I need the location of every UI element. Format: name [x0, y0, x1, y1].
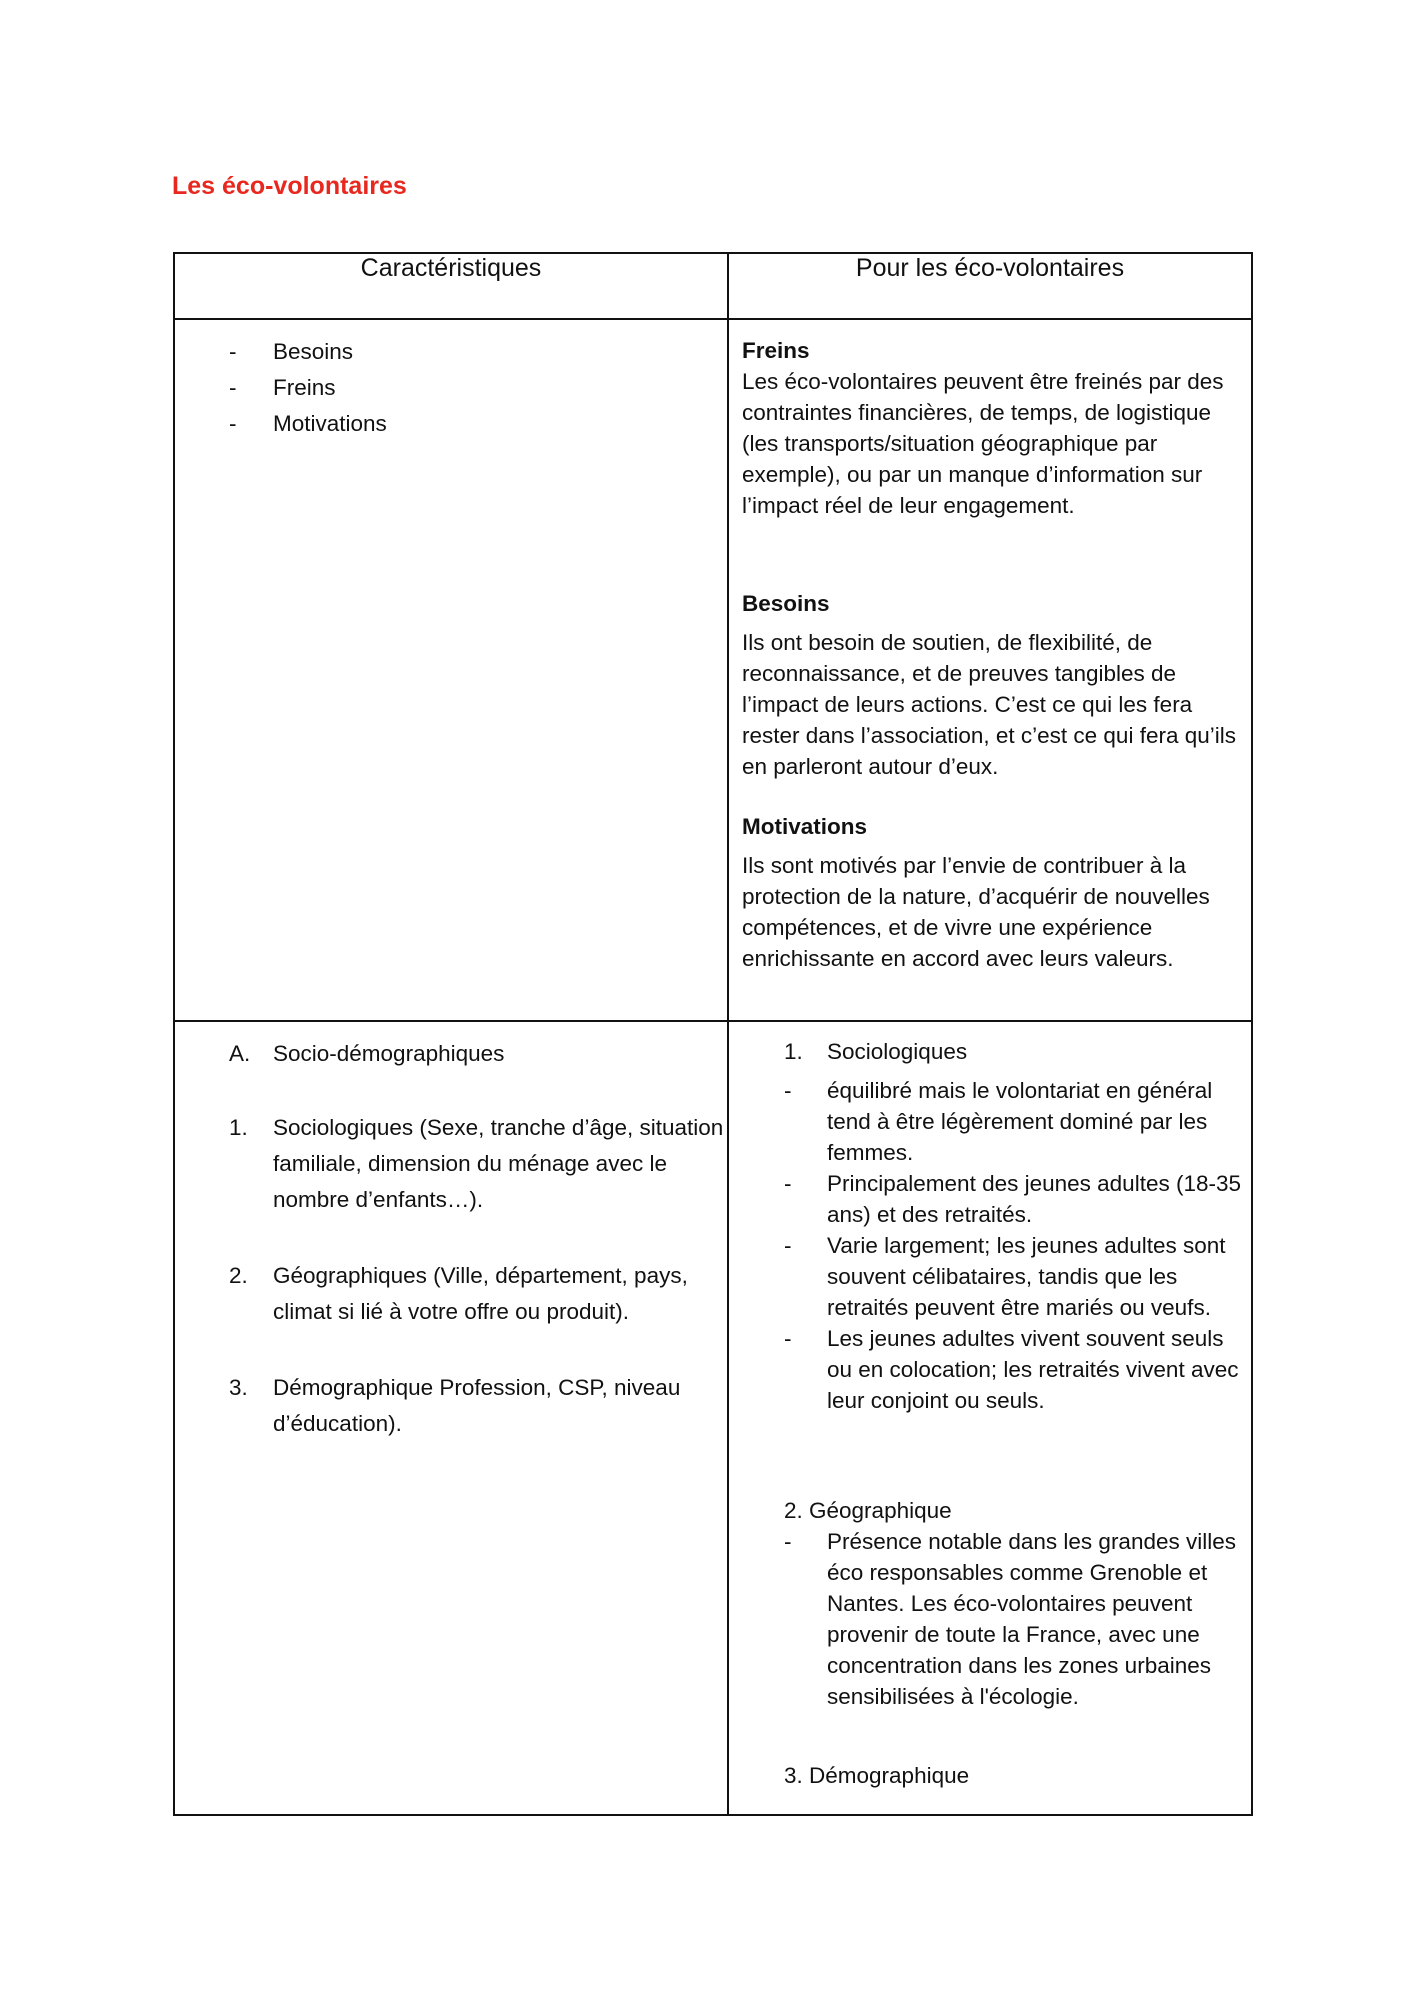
- freins-section: [742, 335, 1243, 521]
- motivations-heading: Motivations: [742, 814, 868, 839]
- geographique-label: 2. Géographique: [784, 1498, 952, 1523]
- header-caracteristiques: Caractéristiques: [174, 253, 728, 319]
- table-header-row: [174, 253, 1252, 319]
- geographique-section: [784, 1495, 1245, 1712]
- list-item: A. Socio-démographiques: [229, 1041, 505, 1066]
- list-item: 2. Géographiques (Ville, département, pays, climat si lié à votre offre ou produit).: [229, 1263, 688, 1324]
- right-cell-needs: [728, 319, 1252, 1021]
- list-item: - équilibré mais le volontariat en général tend à être légèrement dominé par les femmes.: [784, 1078, 1213, 1165]
- list-item: - Motivations: [229, 406, 387, 442]
- besoins-heading: Besoins: [742, 591, 830, 616]
- table-row: [174, 1021, 1252, 1815]
- dash-list: [229, 334, 387, 442]
- besoins-text: Ils ont besoin de soutien, de flexibilité, de reconnaissance, et de preuves tangibles de l’impact de leurs actions. C’est ce qui les fera rester dans l’association, et c’est ce qui fera qu’ils en parleront autour d’eux.: [742, 630, 1236, 779]
- list-item: 1. Sociologiques (Sexe, tranche d’âge, situation familiale, dimension du ménage avec le nombre d’enfants…).: [229, 1115, 724, 1212]
- left-cell-needs: [174, 319, 728, 1021]
- page-title: Les éco-volontaires: [172, 172, 407, 200]
- list-item: 3. Démographique Profession, CSP, niveau d’éducation).: [229, 1375, 681, 1436]
- left-cell-segments: [174, 1021, 728, 1815]
- sociologiques-section: [784, 1036, 1245, 1416]
- freins-text: Les éco-volontaires peuvent être freinés par des contraintes financières, de temps, de logistique (les transports/situation géographique par exemple), ou par un manque d’information sur l’impact réel de leur engagement.: [742, 369, 1224, 518]
- table-row: [174, 319, 1252, 1021]
- header-eco-volontaires: Pour les éco-volontaires: [728, 253, 1252, 319]
- list-item: - Présence notable dans les grandes villes éco responsables comme Grenoble et Nantes. Les éco-volontaires peuvent provenir de toute la France, avec une concentration dans les zones urbaines sensibilisées à l'écologie.: [784, 1529, 1236, 1709]
- characteristics-table: [173, 252, 1253, 1816]
- sociologiques-label: 1. Sociologiques: [784, 1039, 968, 1064]
- besoins-section: [742, 588, 1243, 782]
- list-item: - Les jeunes adultes vivent souvent seuls ou en colocation; les retraités vivent avec leur conjoint ou seuls.: [784, 1326, 1239, 1413]
- list-item: - Besoins: [229, 334, 387, 370]
- motivations-text: Ils sont motivés par l’envie de contribuer à la protection de la nature, d’acquérir de nouvelles compétences, et de vivre une expérience enrichissante en accord avec leurs valeurs.: [742, 853, 1210, 971]
- freins-heading: Freins: [742, 338, 810, 363]
- segment-list: [229, 1036, 727, 1480]
- demographique-section: [784, 1760, 1245, 1791]
- list-item: - Freins: [229, 370, 387, 406]
- motivations-section: [742, 811, 1243, 974]
- list-item: - Principalement des jeunes adultes (18-35 ans) et des retraités.: [784, 1171, 1241, 1227]
- list-item: - Varie largement; les jeunes adultes sont souvent célibataires, tandis que les retraités peuvent être mariés ou veufs.: [784, 1233, 1226, 1320]
- demographique-label: 3. Démographique: [784, 1763, 970, 1788]
- right-cell-segments: [728, 1021, 1252, 1815]
